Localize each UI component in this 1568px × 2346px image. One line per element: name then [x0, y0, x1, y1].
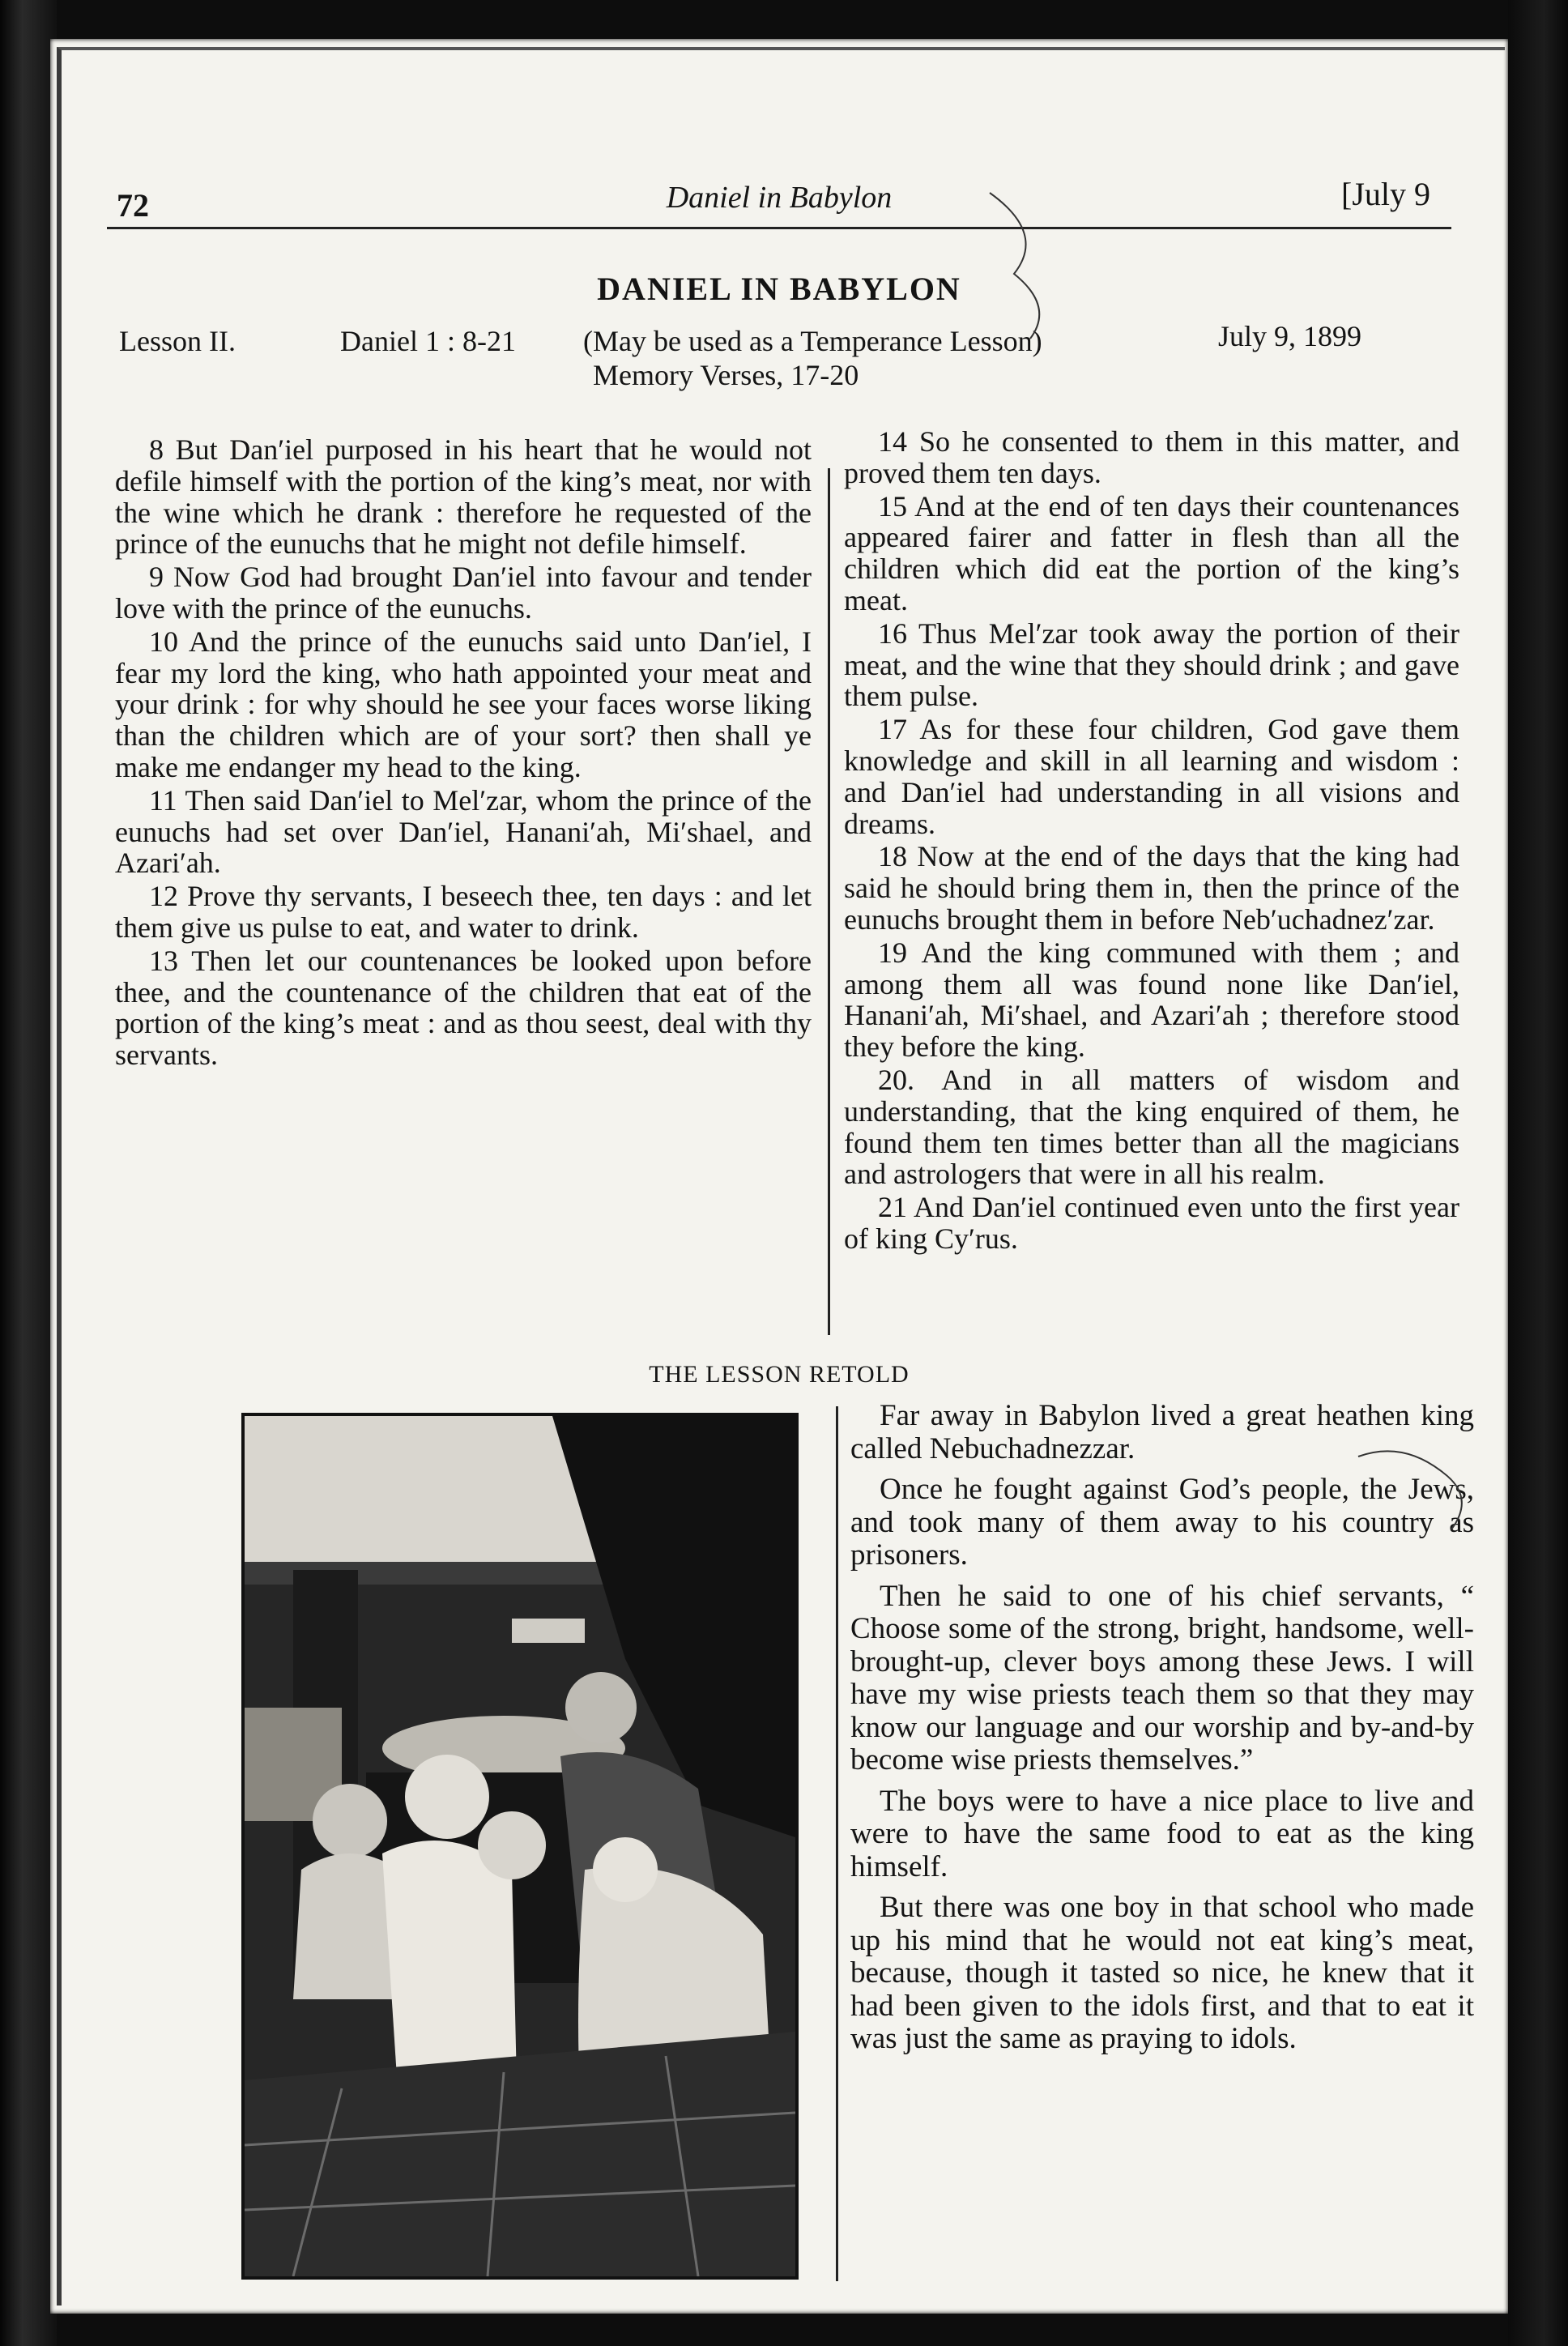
retold-heading: THE LESSON RETOLD [649, 1361, 910, 1388]
running-title: Daniel in Babylon [666, 181, 893, 215]
verse-9: 9 Now God had brought Dan′iel into favour and tender love with the prince of the eunuchs. [115, 561, 812, 625]
verses-left-column [115, 434, 812, 1073]
retold-divider [836, 1406, 838, 2281]
pencil-mark [982, 185, 1071, 347]
verse-19: 19 And the king communed with them ; and among them all was found none like Dan′iel, Hanani′ah, Mi′shael, and Azari′ah ; therefore stood they before the king. [844, 936, 1459, 1064]
verse-21: 21 And Dan′iel continued even unto the first year of king Cy′rus. [844, 1191, 1459, 1255]
verses-right-column [844, 426, 1459, 1256]
verse-16: 16 Thus Mel′zar took away the portion of their meat, and the wine that they should drink ; and gave them pulse. [844, 616, 1459, 713]
scan-right-edge [1508, 0, 1568, 2346]
verse-14: 14 So he consented to them in this matter, and proved them ten days. [844, 425, 1459, 489]
engraving-artwork [245, 1416, 795, 2276]
retold-paragraph: Then he said to one of his chief servants, “ Choose some of the strong, bright, handsome, well-brought-up, clever boys among these Jews. I will have my wise priests teach them so that they may know our language and our worship and by-and-by become wise priests themselves.” [850, 1579, 1474, 1777]
pencil-mark [1354, 1408, 1476, 1538]
book-page [50, 39, 1508, 2314]
retold-paragraph: Once he fought against God’s people, the Jews, and took many of them away to his country as prisoners. [850, 1473, 1474, 1572]
verse-17: 17 As for these four children, God gave them knowledge and skill in all learning and wisdom : and Dan′iel had understanding in all visions and dreams. [844, 713, 1459, 840]
verse-13: 13 Then let our countenances be looked upon before thee, and the countenance of the children that eat of the portion of the king’s meat : and as thou seest, deal with thy servants. [115, 944, 812, 1072]
verse-15: 15 And at the end of ten days their countenances appeared fairer and fatter in flesh than all the children which did eat the portion of the king’s meat. [844, 489, 1459, 616]
scripture-reference: Daniel 1 : 8-21 [340, 325, 516, 357]
engraving-illustration [241, 1413, 799, 2280]
verse-11: 11 Then said Dan′iel to Mel′zar, whom the prince of the eunuchs had set over Dan′iel, Hanani′ah, Mi′shael, and Azari′ah. [115, 783, 812, 880]
page-number: 72 [117, 187, 149, 224]
verse-10: 10 And the prince of the eunuchs said unto Dan′iel, I fear my lord the king, who hath appointed your meat and your drink : for why should he see your faces worse liking than the children which are of your sort? then shall ye make me endanger my head to the king. [115, 625, 812, 783]
lesson-title: DANIEL IN BABYLON [597, 271, 961, 307]
verse-12: 12 Prove thy servants, I beseech thee, ten days : and let them give us pulse to eat, and water to drink. [115, 880, 812, 944]
memory-verses: Memory Verses, 17-20 [593, 359, 859, 391]
running-date: [July 9 [1341, 176, 1430, 212]
scan-left-edge [0, 0, 57, 2346]
retold-paragraph: But there was one boy in that school who made up his mind that he would not eat king’s meat, because, though it tasted so nice, he knew that it had been given to the idols first, and that to eat it was just the same as praying to idols. [850, 1891, 1474, 2055]
verse-18: 18 Now at the end of the days that the king had said he should bring them in, then the prince of the eunuchs brought them in before Neb′uchadnez′zar. [844, 840, 1459, 936]
lesson-number: Lesson II. [119, 325, 236, 357]
retold-paragraph: Far away in Babylon lived a great heathen king called Nebuchadnezzar. [850, 1399, 1474, 1465]
verse-20: 20. And in all matters of wisdom and understanding, that the king enquired of them, he found them ten times better than all the magicians and astrologers that were in all his realm. [844, 1063, 1459, 1191]
column-divider [828, 468, 830, 1335]
retold-paragraph: The boys were to have a nice place to live and were to have the same food to eat as the king himself. [850, 1784, 1474, 1883]
lesson-date: July 9, 1899 [1218, 320, 1362, 352]
running-header [107, 175, 1451, 229]
temperance-note: (May be used as a Temperance Lesson) [583, 325, 1042, 357]
verse-8: 8 But Dan′iel purposed in his heart that he would not defile himself with the portion of the king’s meat, nor with the wine which he drank : therefore he requested of the prince of the eunuchs that he might not defile himself. [115, 433, 812, 561]
